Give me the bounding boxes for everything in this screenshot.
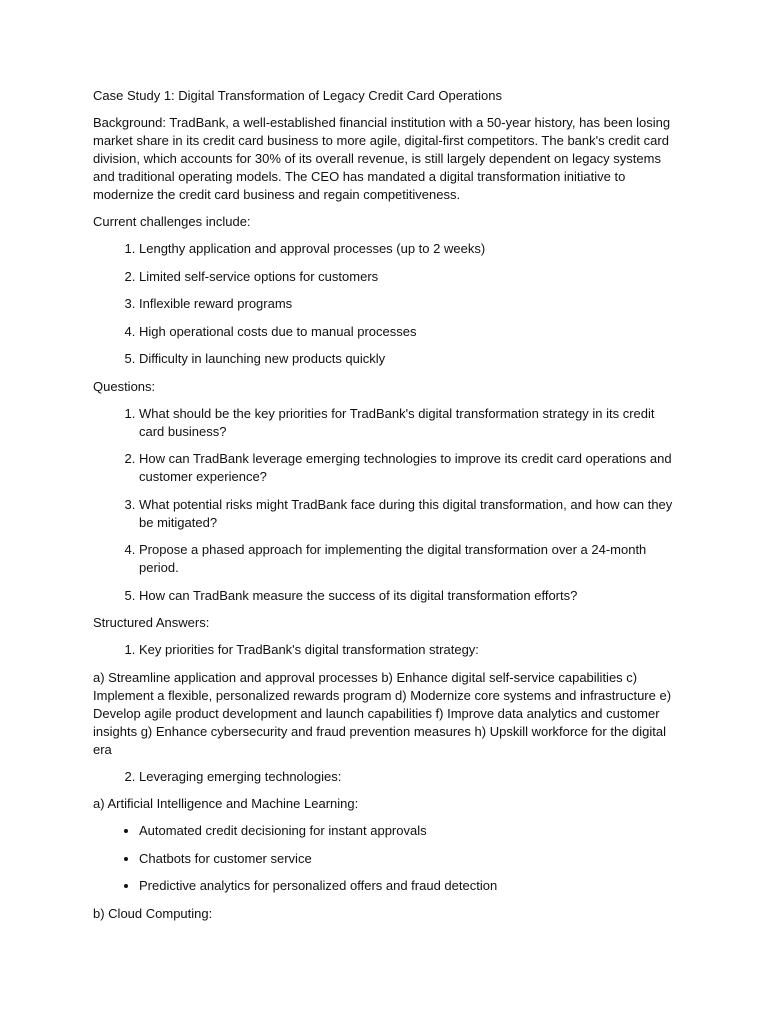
answer1-heading: 1. Key priorities for TradBank's digital transformation strategy: [139,641,678,659]
list-item: 5. How can TradBank measure the success of its digital transformation efforts? [139,587,678,605]
answers-heading: Structured Answers: [93,615,210,630]
background-paragraph: Background: TradBank, a well-established financial institution with a 50-year history, has been losing market share in its credit card business to more agile, digital-first competitors. The bank's credit card division, which accounts for 30% of its overall revenue, is still largely dependent on legacy systems and traditional operating models. The CEO has mandated a digital transformation initiative to modernize the credit card business and regain competitiveness. [93,115,671,202]
list-item: 2. How can TradBank leverage emerging technologies to improve its credit card operations and customer experience? [139,450,678,486]
list-item: • Automated credit decisioning for instant approvals [139,822,678,840]
list-item: 5. Difficulty in launching new products quickly [139,350,678,368]
list-item: 4. High operational costs due to manual processes [139,323,678,341]
challenges-heading: Current challenges include: [93,214,251,229]
cloud-heading: b) Cloud Computing: [93,905,213,921]
list-item: 2. Limited self-service options for customers [139,268,678,286]
document-title: Case Study 1: Digital Transformation of Legacy Credit Card Operations [93,88,502,103]
document-body [93,87,678,932]
answer2-heading: 2. Leveraging emerging technologies: [139,768,678,786]
list-item: • Chatbots for customer service [139,850,678,868]
list-item: 4. Propose a phased approach for implementing the digital transformation over a 24-month period. [139,541,678,577]
answer1-list [93,641,678,659]
list-item: • Predictive analytics for personalized offers and fraud detection [139,877,678,895]
ai-bullet-list [93,822,678,895]
ai-heading: a) Artificial Intelligence and Machine Learning: [93,796,359,811]
questions-list [93,405,678,605]
answer2-list [93,768,678,786]
answer1-paragraph: a) Streamline application and approval processes b) Enhance digital self-service capabilities c) Implement a flexible, personalized rewards program d) Modernize core systems and infrastructure e) Develop agile product development and launch capabilities f) Improve data analytics and customer insights g) Enhance cybersecurity and fraud prevention measures h) Upskill workforce for the digital era [93,669,672,757]
list-item: 3. What potential risks might TradBank face during this digital transformation, and how can they be mitigated? [139,496,678,532]
list-item: 1. What should be the key priorities for TradBank's digital transformation strategy in its credit card business? [139,405,678,441]
questions-heading: Questions: [93,378,156,394]
challenges-list [93,240,678,368]
list-item: 3. Inflexible reward programs [139,295,678,313]
list-item: 1. Lengthy application and approval processes (up to 2 weeks) [139,240,678,258]
